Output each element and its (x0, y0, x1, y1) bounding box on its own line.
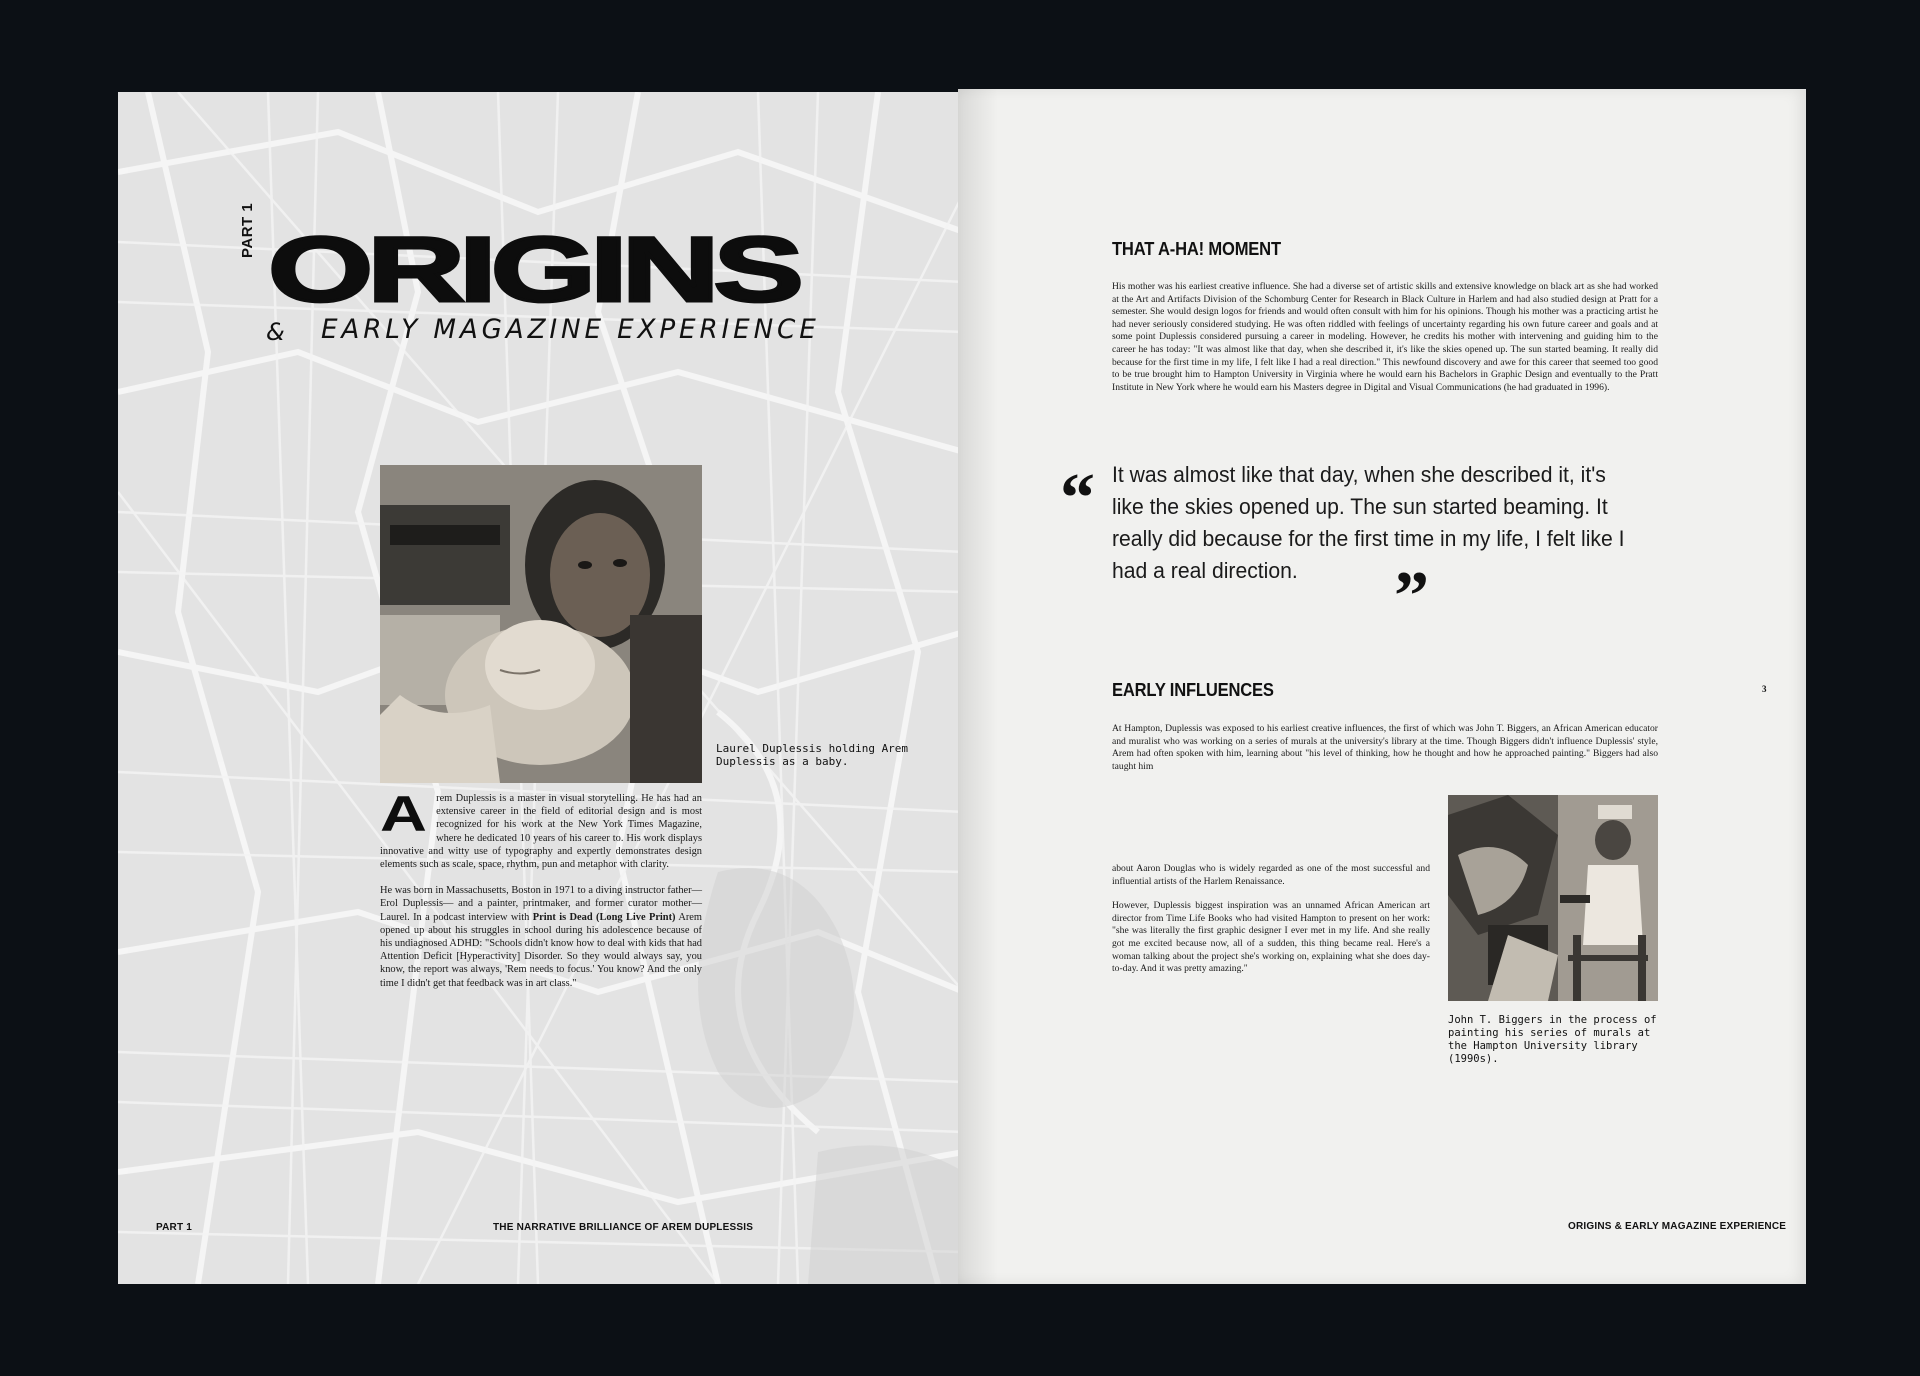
page-title: ORIGINS (268, 219, 798, 321)
part-label-vertical: PART 1 (239, 202, 256, 258)
footer-section-title: ORIGINS & EARLY MAGAZINE EXPERIENCE (1568, 1221, 1787, 1232)
photo-caption-biggers: John T. Biggers in the process of painting his series of murals at the Hampton University library (1990s). (1448, 1014, 1657, 1065)
influences-paragraph-1: At Hampton, Duplessis was exposed to his earliest creative influences, the first of which was John T. Biggers, an African American educator and muralist who was working on a series of murals at the university's library at the time. Though Biggers didn't influence Duplessis' style, Arem had often spoken with him, learning about "his level of thinking, how he thought and how he approached painting." Biggers had also taught him (1112, 723, 1658, 772)
influences-text-column (1112, 863, 1430, 988)
drop-cap: A (380, 786, 427, 842)
pull-quote: It was almost like that day, when she described it, it's like the skies opened up. The sun started beaming. It really did because for the first time in my life, I felt like I had a real direction. (1112, 462, 1625, 583)
influences-paragraph-2: However, Duplessis biggest inspiration was an unnamed African American art director from Time Life Books who had visited Hampton to present on her work: "she was literally the first graphic designer I ever met in my life. And she really got me excited because now, all of a sudden, this thing became real. Here's a woman talking about the project she's working on, explaining what she does day-to-day. And it was pretty amazing." (1112, 900, 1430, 975)
influences-paragraph-1-continued: about Aaron Douglas who is widely regarded as one of the most successful and influential artists of the Harlem Renaissance. (1112, 863, 1430, 887)
section-heading-influences: EARLY INFLUENCES (1112, 680, 1274, 700)
page-number: 3 (1762, 684, 1767, 694)
mother-and-baby-photo (380, 465, 702, 783)
right-page (958, 89, 1806, 1284)
footer-running-title: THE NARRATIVE BRILLIANCE OF AREM DUPLESSIS (493, 1222, 754, 1233)
biography-paragraph-end: Arem opened up about his struggles in school during his adolescence because of his undiagnosed ADHD: "Schools didn't know how to deal with kids that had Attention Deficit [Hyperactivity] Disorder. So they would always say, you know, the report was always, 'Rem needs to focus.' You know? And the only time I didn't get that feedback was in art class." (380, 911, 702, 989)
biography-paragraph-start: He was born in Massachusetts, Boston in 1971 to a diving instructor father—Erol Duplessis— and a painter, printmaker, and former curator mother— Laurel. In a podcast interview with (380, 885, 702, 923)
footer-part-label: PART 1 (156, 1222, 193, 1233)
page-subtitle: EARLY MAGAZINE EXPERIENCE (321, 314, 820, 345)
podcast-title: Print is Dead (Long Live Print) (532, 911, 676, 923)
gutter-shadow (958, 89, 998, 1284)
section-heading-aha: THAT A-HA! MOMENT (1112, 239, 1281, 259)
open-quote-mark: “ (1060, 460, 1095, 537)
close-quote-mark: ” (1394, 558, 1429, 635)
photo-caption: Laurel Duplessis holding Arem Duplessis as a baby. (716, 742, 909, 768)
body-text-left (380, 786, 702, 1003)
left-page (118, 92, 964, 1284)
aha-paragraph: His mother was his earliest creative influence. She had a diverse set of artistic skills and extensive knowledge on black art as she had worked at the Art and Artifacts Division of the Schomburg Center for Research in Black Culture in Harlem and had also studied design at Pratt for a semester. She would design logos for friends and would often consult with him for his opinions. Though his mother was a practicing artist he had never seriously considered studying. He was often riddled with feelings of uncertainty regarding his own future career and goals and at some point Duplessis considered pursuing a career in modeling. However, he credits his mother with intervening and guiding him to the career he has today: "It was almost like that day, when she described it, it's like the skies opened up. The sun started beaming. It really did because for the first time in my life, I felt like I had a real direction." This newfound discovery and awe for this career that seemed too good to be true brought him to Hampton University in Virginia where he would earn his Bachelors in Graphic Design and eventually to the Pratt Institute in New York where he would earn his Masters degree in Digital and Visual Communications (he had graduated in 1996). (1112, 281, 1658, 393)
biggers-mural-photo (1448, 795, 1658, 1001)
title-ampersand: & (266, 318, 285, 346)
intro-paragraph: rem Duplessis is a master in visual storytelling. He has had an extensive career in the field of editorial design and is most recognized for his work at the New York Times Magazine, where he dedicated 10 years of his career to. His work displays innovative and witty use of typography and expertly demonstrates design elements such as scale, space, rhythm, pun and metaphor with clarity. (380, 793, 702, 871)
